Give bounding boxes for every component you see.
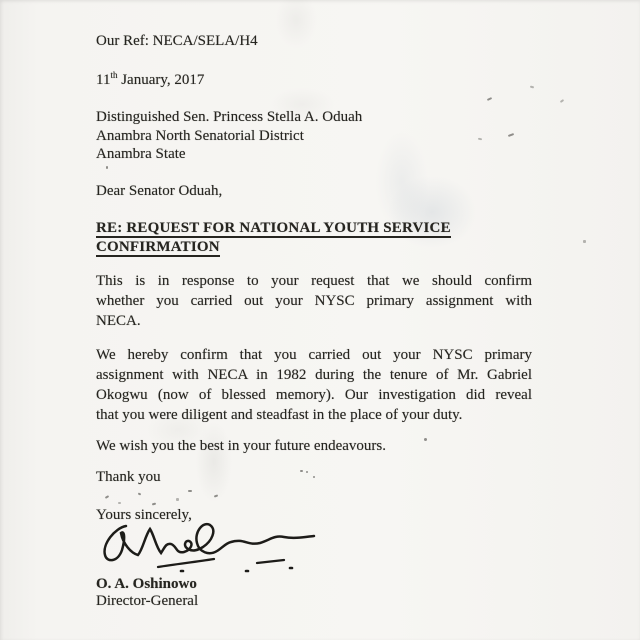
paragraph-3 [96, 436, 532, 456]
recipient-district: Anambra North Senatorial District [96, 127, 304, 144]
scan-speck [560, 99, 564, 103]
subject-line-1: RE: REQUEST FOR NATIONAL YOUTH SERVICE [96, 219, 451, 236]
closing: Yours sincerely, [96, 506, 192, 523]
body-line: assignment with NECA in 1982 during the tenure of Mr. Gabriel [96, 366, 532, 383]
subject-line-2: CONFIRMATION [96, 239, 220, 255]
recipient-name: Distinguished Sen. Princess Stella A. Oduah [96, 109, 363, 125]
body-line: We hereby confirm that you carried out your NYSC primary [96, 346, 532, 363]
body-line: This is in response to your request that we should confirm [96, 272, 532, 289]
paragraph-1 [96, 271, 532, 331]
date-line [96, 72, 532, 89]
paragraph-2 [96, 345, 532, 425]
handwritten-signature [98, 518, 532, 576]
signature-icon [98, 518, 320, 576]
letter-body [96, 0, 532, 610]
recipient-state: Anambra State [96, 146, 186, 162]
body-line: NECA. [96, 312, 141, 329]
subject-heading [96, 219, 532, 258]
body-line: Okogwu (now of blessed memory). Our investigation did reveal [96, 386, 532, 403]
recipient-address [96, 108, 532, 164]
thank-you: Thank you [96, 468, 161, 485]
scan-speck [583, 240, 586, 243]
body-line: that you were diligent and steadfast in the place of your duty. [96, 406, 463, 423]
signatory-name: O. A. Oshinowo [96, 575, 197, 592]
date-day: 11 [96, 72, 111, 88]
salutation: Dear Senator Oduah, [96, 182, 223, 199]
date-ordinal-suffix: th [110, 70, 118, 80]
well-wishes-line: We wish you the best in your future endeavours. [96, 437, 386, 454]
body-line: whether you carried out your NYSC primary assignment with [96, 292, 532, 309]
date-month-year: January, 2017 [117, 72, 205, 88]
reference-line: Our Ref: NECA/SELA/H4 [96, 33, 258, 49]
signatory-title: Director-General [96, 592, 199, 609]
